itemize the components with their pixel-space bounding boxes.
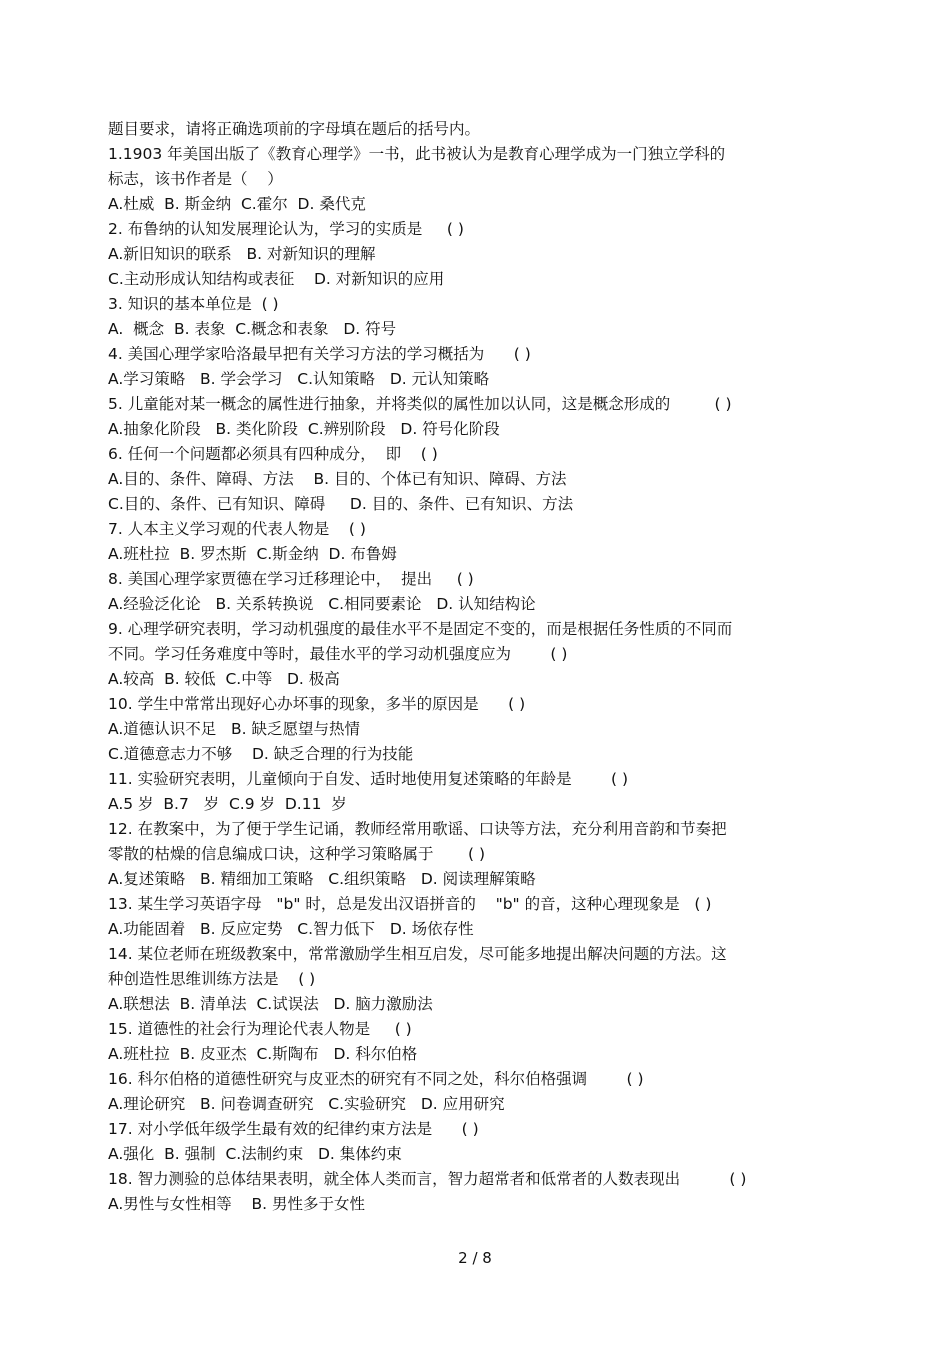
- text-line: A.复述策略 B. 精细加工策略 C.组织策略 D. 阅读理解策略: [108, 870, 536, 888]
- text-line: A.目的、条件、障碍、方法 B. 目的、个体已有知识、障碍、方法: [108, 470, 567, 488]
- text-line: 4. 美国心理学家哈洛最早把有关学习方法的学习概括为 ( ): [108, 345, 531, 363]
- text-line: 题目要求，请将正确选项前的字母填在题后的括号内。: [108, 120, 481, 138]
- text-line: 15. 道德性的社会行为理论代表人物是 ( ): [108, 1020, 412, 1038]
- text-line: 12. 在教案中，为了便于学生记诵，教师经常用歌谣、口诀等方法，充分利用音韵和节奏把: [108, 820, 727, 838]
- text-line: A.班杜拉 B. 皮亚杰 C.斯陶布 D. 科尔伯格: [108, 1045, 418, 1063]
- text-line: 16. 科尔伯格的道德性研究与皮亚杰的研究有不同之处，科尔伯格强调 ( ): [108, 1070, 644, 1088]
- text-line: A.新旧知识的联系 B. 对新知识的理解: [108, 245, 376, 263]
- text-line: 9. 心理学研究表明，学习动机强度的最佳水平不是固定不变的，而是根据任务性质的不同而: [108, 620, 733, 638]
- text-line: 18. 智力测验的总体结果表明，就全体人类而言，智力超常者和低常者的人数表现出 ( ): [108, 1170, 747, 1188]
- text-line: 11. 实验研究表明，儿童倾向于自发、适时地使用复述策略的年龄是 ( ): [108, 770, 629, 788]
- text-line: C.目的、条件、已有知识、障碍 D. 目的、条件、已有知识、方法: [108, 495, 574, 513]
- text-line: 不同。学习任务难度中等时，最佳水平的学习动机强度应为 ( ): [108, 645, 568, 663]
- text-line: C.道德意志力不够 D. 缺乏合理的行为技能: [108, 745, 414, 763]
- text-line: A.较高 B. 较低 C.中等 D. 极高: [108, 670, 340, 688]
- text-line: 13. 某生学习英语字母 "b" 时，总是发出汉语拼音的 "b" 的音，这种心理现象是 ( ): [108, 895, 712, 913]
- text-line: 6. 任何一个问题都必须具有四种成分， 即 ( ): [108, 445, 438, 463]
- text-line: A.理论研究 B. 问卷调查研究 C.实验研究 D. 应用研究: [108, 1095, 505, 1113]
- text-line: A.5 岁 B.7 岁 C.9 岁 D.11 岁: [108, 795, 347, 813]
- text-line: 1.1903 年美国出版了《教育心理学》一书，此书被认为是教育心理学成为一门独立学科的: [108, 145, 726, 163]
- text-line: A.学习策略 B. 学会学习 C.认知策略 D. 元认知策略: [108, 370, 490, 388]
- text-line: 7. 人本主义学习观的代表人物是 ( ): [108, 520, 366, 538]
- text-line: C.主动形成认知结构或表征 D. 对新知识的应用: [108, 270, 445, 288]
- text-line: 标志，该书作者是（ ）: [108, 170, 283, 188]
- text-line: A.抽象化阶段 B. 类化阶段 C.辨别阶段 D. 符号化阶段: [108, 420, 500, 438]
- text-line: 8. 美国心理学家贾德在学习迁移理论中， 提出 ( ): [108, 570, 474, 588]
- text-line: A. 概念 B. 表象 C.概念和表象 D. 符号: [108, 320, 397, 338]
- text-line: A.班杜拉 B. 罗杰斯 C.斯金纳 D. 布鲁姆: [108, 545, 397, 563]
- text-line: 3. 知识的基本单位是 ( ): [108, 295, 279, 313]
- text-line: A.联想法 B. 清单法 C.试误法 D. 脑力激励法: [108, 995, 433, 1013]
- text-line: A.道德认识不足 B. 缺乏愿望与热情: [108, 720, 361, 738]
- text-line: 零散的枯燥的信息编成口诀，这种学习策略属于 ( ): [108, 845, 486, 863]
- text-line: A.功能固着 B. 反应定势 C.智力低下 D. 场依存性: [108, 920, 474, 938]
- text-line: A.杜威 B. 斯金纳 C.霍尔 D. 桑代克: [108, 195, 366, 213]
- text-line: A.经验泛化论 B. 关系转换说 C.相同要素论 D. 认知结构论: [108, 595, 536, 613]
- text-line: A.强化 B. 强制 C.法制约束 D. 集体约束: [108, 1145, 402, 1163]
- text-line: 种创造性思维训练方法是 ( ): [108, 970, 316, 988]
- text-line: 10. 学生中常常出现好心办坏事的现象，多半的原因是 ( ): [108, 695, 526, 713]
- text-line: 14. 某位老师在班级教案中，常常激励学生相互启发，尽可能多地提出解决问题的方法。这: [108, 945, 727, 963]
- text-line: 2. 布鲁纳的认知发展理论认为，学习的实质是 ( ): [108, 220, 464, 238]
- page-number: 2 / 8: [458, 1249, 492, 1267]
- text-line: 17. 对小学低年级学生最有效的纪律约束方法是 ( ): [108, 1120, 479, 1138]
- text-line: 5. 儿童能对某一概念的属性进行抽象，并将类似的属性加以认同，这是概念形成的 ( ): [108, 395, 732, 413]
- question-list: [108, 117, 836, 1217]
- text-line: A.男性与女性相等 B. 男性多于女性: [108, 1195, 365, 1213]
